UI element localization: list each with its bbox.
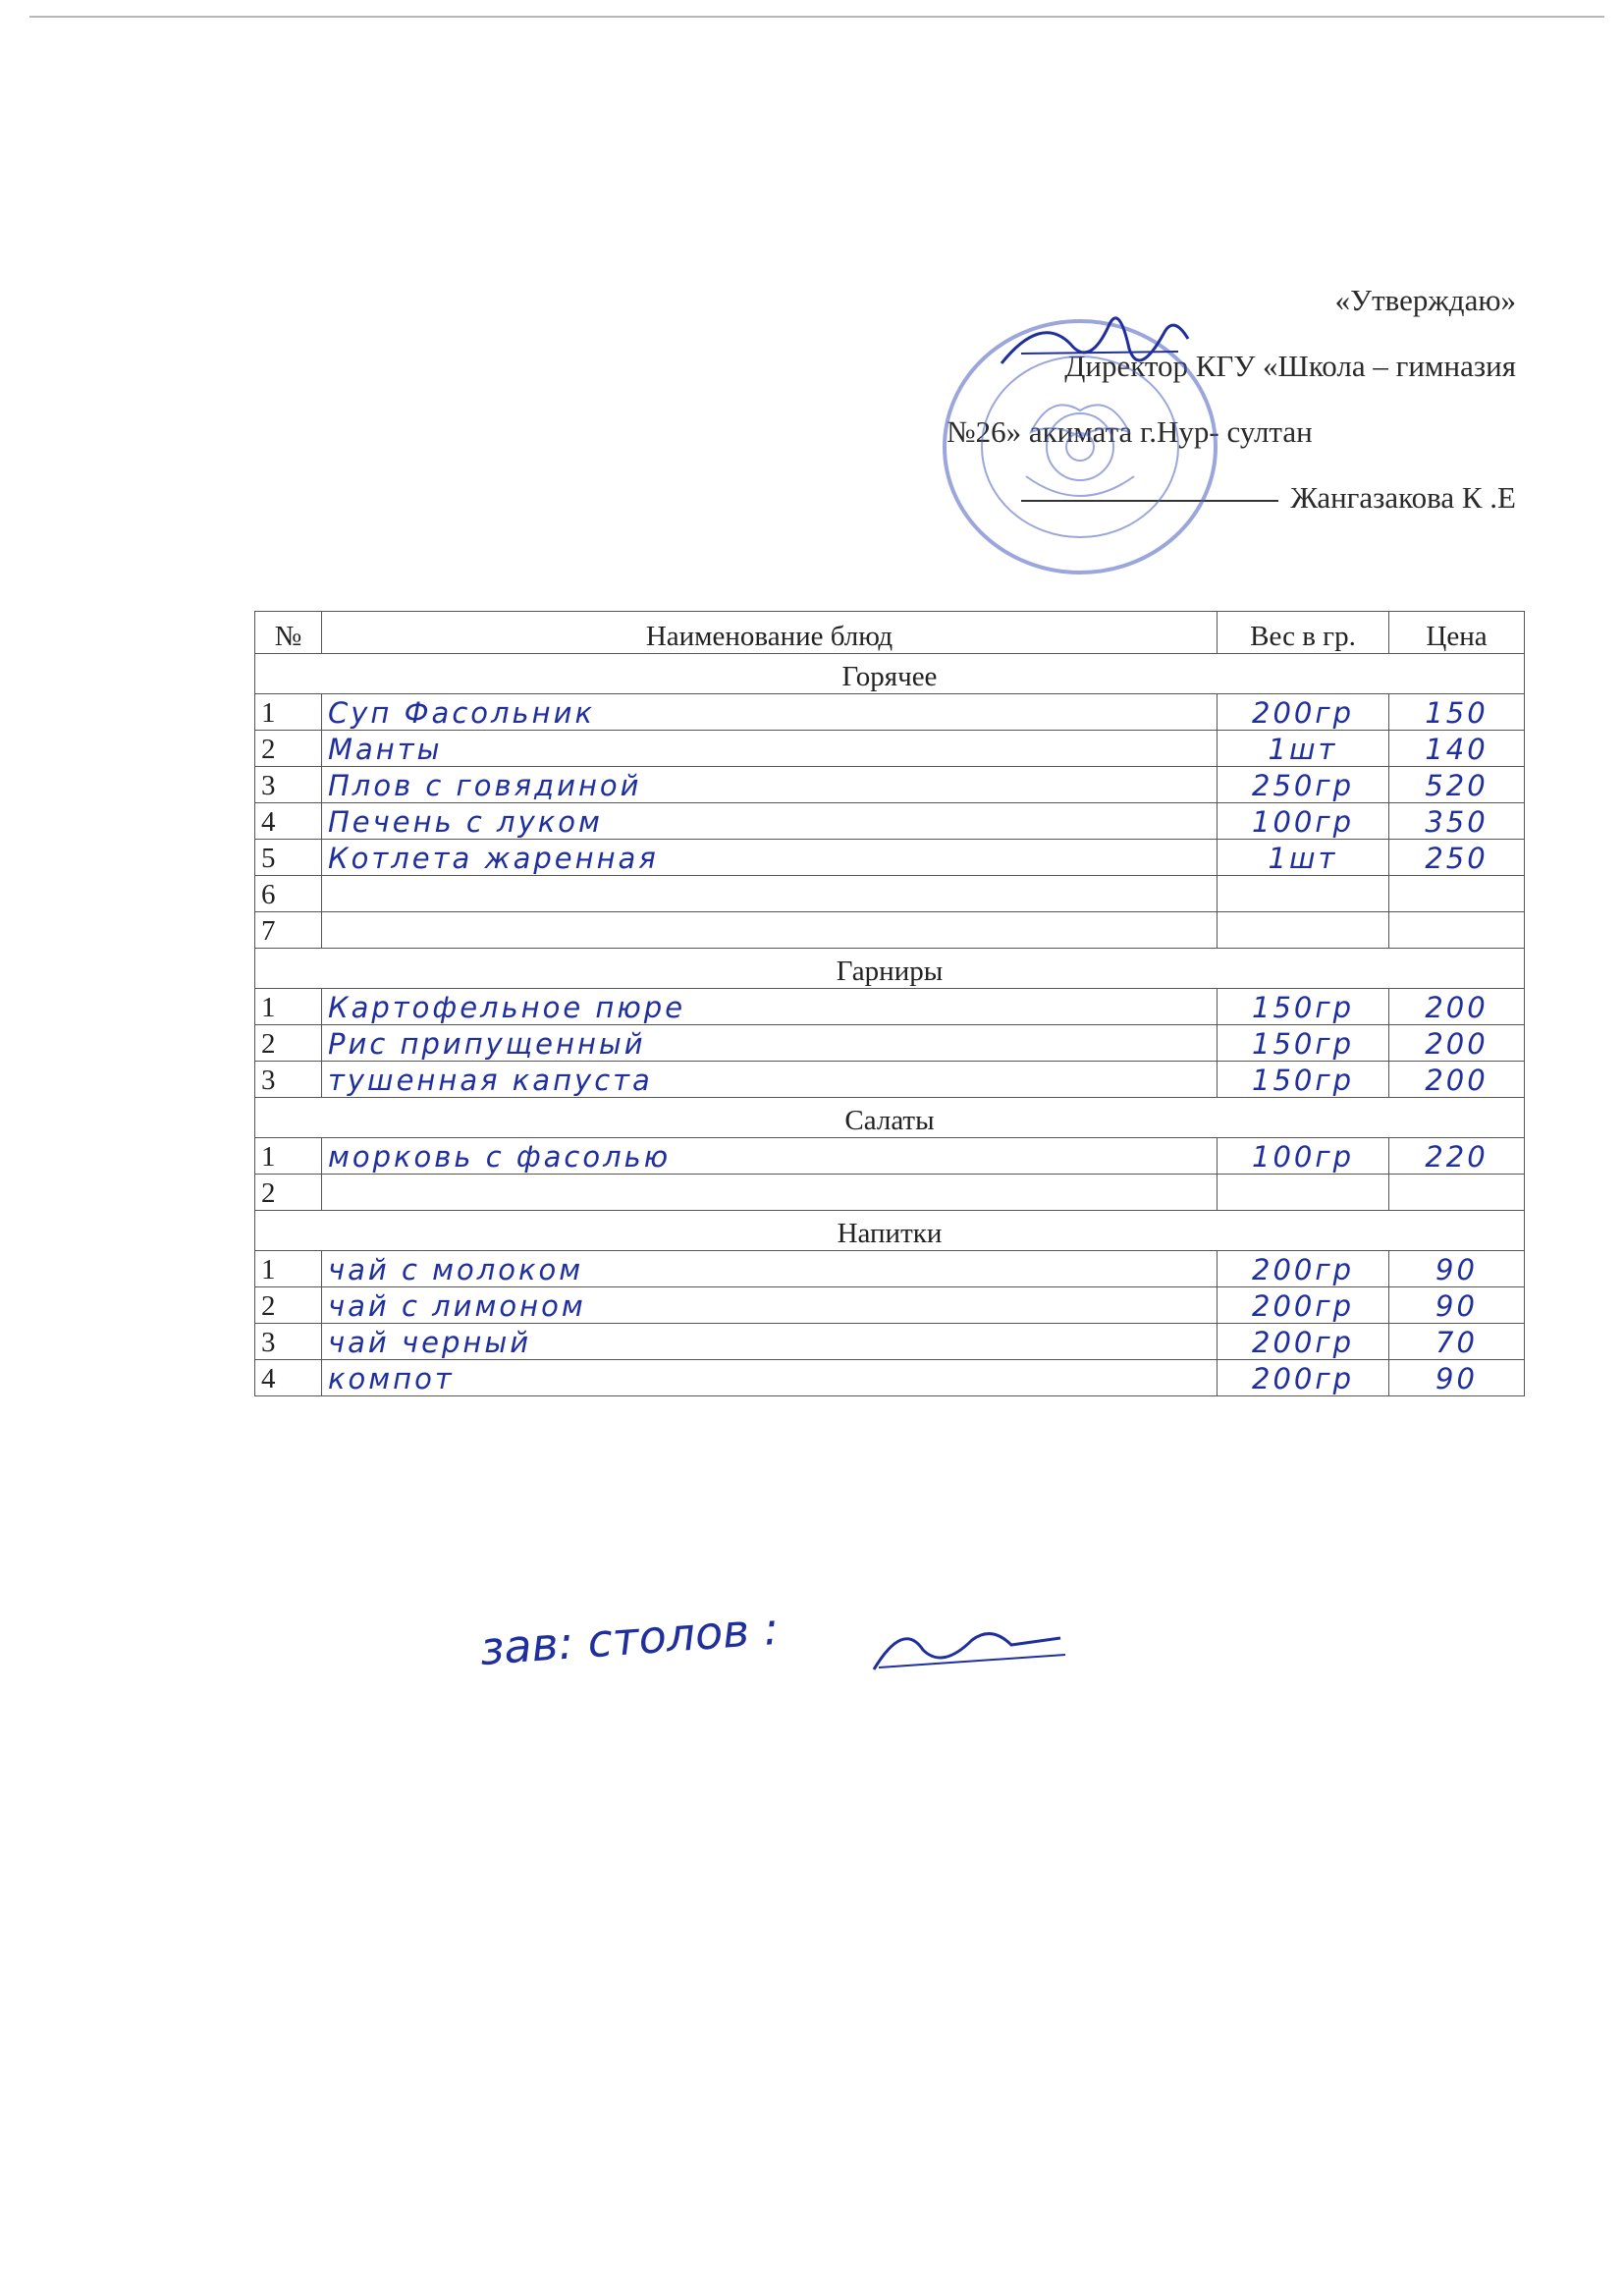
footer-signature-area xyxy=(478,1601,1168,1699)
dish-weight: 150гр xyxy=(1218,1062,1389,1098)
dish-price: 250 xyxy=(1389,840,1525,876)
section-header-row xyxy=(255,949,1525,989)
table-row xyxy=(255,1251,1525,1287)
dish-price xyxy=(1389,876,1525,912)
dish-name: чай с лимоном xyxy=(322,1287,1218,1324)
dish-price xyxy=(1389,912,1525,949)
dish-weight: 250гр xyxy=(1218,767,1389,803)
dish-price: 70 xyxy=(1389,1324,1525,1360)
approval-title: «Утверждаю» xyxy=(1334,283,1516,317)
row-number: 2 xyxy=(255,1175,322,1211)
header-price: Цена xyxy=(1389,612,1525,654)
dish-weight: 100гр xyxy=(1218,1138,1389,1175)
row-number: 3 xyxy=(255,1062,322,1098)
dish-weight xyxy=(1218,912,1389,949)
row-number: 4 xyxy=(255,1360,322,1396)
row-number: 1 xyxy=(255,1138,322,1175)
dish-name: компот xyxy=(322,1360,1218,1396)
dish-price: 520 xyxy=(1389,767,1525,803)
dish-name: морковь с фасолью xyxy=(322,1138,1218,1175)
row-number: 1 xyxy=(255,989,322,1025)
dish-name: Котлета жаренная xyxy=(322,840,1218,876)
section-title: Гарниры xyxy=(255,949,1525,989)
dish-name xyxy=(322,912,1218,949)
table-row xyxy=(255,731,1525,767)
table-row xyxy=(255,876,1525,912)
footer-label: зав: столов : xyxy=(478,1601,781,1675)
dish-weight: 150гр xyxy=(1218,1025,1389,1062)
dish-name xyxy=(322,876,1218,912)
table-row xyxy=(255,767,1525,803)
section-header-row xyxy=(255,1211,1525,1251)
dish-weight: 200гр xyxy=(1218,1360,1389,1396)
section-header-row xyxy=(255,654,1525,694)
header-dish-name: Наименование блюд xyxy=(322,612,1218,654)
row-number: 2 xyxy=(255,1025,322,1062)
row-number: 2 xyxy=(255,1287,322,1324)
dish-price: 350 xyxy=(1389,803,1525,840)
table-row xyxy=(255,840,1525,876)
dish-weight: 1шт xyxy=(1218,731,1389,767)
table-row xyxy=(255,803,1525,840)
dish-weight: 150гр xyxy=(1218,989,1389,1025)
approval-position-line: Директор КГУ «Школа – гимназия xyxy=(1064,349,1516,383)
dish-weight: 200гр xyxy=(1218,1251,1389,1287)
dish-weight: 200гр xyxy=(1218,1324,1389,1360)
dish-price: 200 xyxy=(1389,1025,1525,1062)
table-row xyxy=(255,1360,1525,1396)
row-number: 1 xyxy=(255,694,322,731)
section-header-row xyxy=(255,1098,1525,1138)
dish-name: Печень с луком xyxy=(322,803,1218,840)
dish-name: чай черный xyxy=(322,1324,1218,1360)
table-row xyxy=(255,989,1525,1025)
menu-table-body xyxy=(255,612,1525,1396)
dish-name: чай с молоком xyxy=(322,1251,1218,1287)
table-row xyxy=(255,1025,1525,1062)
canteen-head-signature xyxy=(874,1634,1060,1669)
row-number: 5 xyxy=(255,840,322,876)
section-title: Напитки xyxy=(255,1211,1525,1251)
table-row xyxy=(255,912,1525,949)
dish-price: 220 xyxy=(1389,1138,1525,1175)
dish-weight: 1шт xyxy=(1218,840,1389,876)
row-number: 1 xyxy=(255,1251,322,1287)
dish-name xyxy=(322,1175,1218,1211)
dish-weight: 200гр xyxy=(1218,694,1389,731)
approval-organization-line: №26» акимата г.Нур- султан xyxy=(947,414,1313,449)
row-number: 3 xyxy=(255,1324,322,1360)
dish-price: 90 xyxy=(1389,1287,1525,1324)
dish-name: Картофельное пюре xyxy=(322,989,1218,1025)
header-number: № xyxy=(255,612,322,654)
table-row xyxy=(255,1287,1525,1324)
row-number: 2 xyxy=(255,731,322,767)
dish-price: 90 xyxy=(1389,1251,1525,1287)
dish-weight xyxy=(1218,876,1389,912)
dish-name: тушенная капуста xyxy=(322,1062,1218,1098)
header-weight: Вес в гр. xyxy=(1218,612,1389,654)
table-row xyxy=(255,1324,1525,1360)
dish-price xyxy=(1389,1175,1525,1211)
dish-weight xyxy=(1218,1175,1389,1211)
menu-table xyxy=(254,611,1525,1396)
dish-price: 150 xyxy=(1389,694,1525,731)
director-signature-scribble xyxy=(982,295,1208,393)
table-header-row xyxy=(255,612,1525,654)
dish-price: 200 xyxy=(1389,1062,1525,1098)
dish-name: Суп Фасольник xyxy=(322,694,1218,731)
dish-price: 200 xyxy=(1389,989,1525,1025)
table-row xyxy=(255,1062,1525,1098)
dish-price: 90 xyxy=(1389,1360,1525,1396)
section-title: Горячее xyxy=(255,654,1525,694)
page-top-edge xyxy=(29,16,1604,18)
table-row xyxy=(255,1138,1525,1175)
dish-name: Рис припущенный xyxy=(322,1025,1218,1062)
row-number: 3 xyxy=(255,767,322,803)
row-number: 7 xyxy=(255,912,322,949)
section-title: Салаты xyxy=(255,1098,1525,1138)
dish-price: 140 xyxy=(1389,731,1525,767)
row-number: 4 xyxy=(255,803,322,840)
row-number: 6 xyxy=(255,876,322,912)
dish-name: Плов с говядиной xyxy=(322,767,1218,803)
approval-signer: Жангазакова К .Е xyxy=(1290,480,1516,515)
dish-name: Манты xyxy=(322,731,1218,767)
table-row xyxy=(255,1175,1525,1211)
table-row xyxy=(255,694,1525,731)
dish-weight: 100гр xyxy=(1218,803,1389,840)
dish-weight: 200гр xyxy=(1218,1287,1389,1324)
